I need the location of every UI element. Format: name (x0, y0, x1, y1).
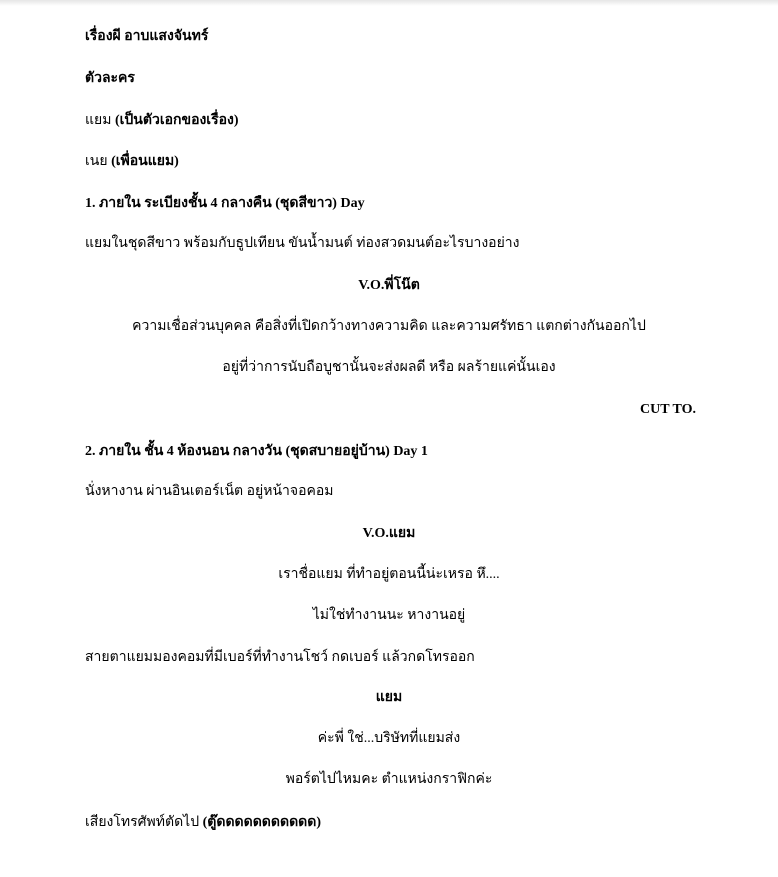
scene-2-action: นั่งหางาน ผ่านอินเตอร์เน็ต อยู่หน้าจอคอม (85, 484, 334, 499)
scene-2-dialogue-line: เราชื่อแยม ที่ทำอยู่ตอนนี้น่ะเหรอ หึ.... (278, 567, 500, 582)
character-note: (เพื่อนแยม) (111, 154, 179, 169)
characters-heading: ตัวละคร (85, 71, 135, 86)
scene-2-action: สายตาแยมมองคอมที่มีเบอร์ที่ทำงานโชว์ กดเบอร์ แล้วกดโทรออก (85, 650, 475, 665)
scene-2-action-sound (85, 814, 321, 832)
scene-1-speaker: V.O.พี่โน๊ต (358, 278, 420, 293)
sound-effect: (ตู๊ดดดดดดดดดดด) (202, 815, 322, 830)
scene-2-dialogue-line: ค่ะพี่ ใช่...บริษัทที่แยมส่ง (317, 731, 461, 746)
character-name: เนย (85, 154, 108, 169)
scene-2-dialogue-line: ไม่ใช่ทำงานนะ หางานอยู่ (312, 608, 466, 623)
document-title: เรื่องผี อาบแสงจันทร์ (85, 29, 209, 44)
scene-2-heading: 2. ภายใน ชั้น 4 ห้องนอน กลางวัน (ชุดสบายอยู่บ้าน) Day 1 (85, 444, 428, 459)
scene-transition: CUT TO. (639, 402, 696, 417)
scene-1-heading: 1. ภายใน ระเบียงชั้น 4 กลางคืน (ชุดสีขาว) Day (85, 196, 365, 211)
character-entry-yam (85, 112, 239, 130)
scene-2-dialogue-line: พอร์ตไปไหมคะ ตำแหน่งกราฟิกค่ะ (285, 772, 493, 787)
scene-2-speaker: V.O.แยม (362, 526, 416, 541)
character-name: แยม (85, 113, 112, 128)
action-text: เสียงโทรศัพท์ตัดไป (85, 815, 200, 830)
character-note: (เป็นตัวเอกของเรื่อง) (114, 113, 239, 128)
scene-1-dialogue-line: ความเชื่อส่วนบุคคล คือสิ่งที่เปิดกว้างทางความคิด และความศรัทธา แตกต่างกันออกไป (132, 319, 646, 334)
scene-1-dialogue-line: อยู่ที่ว่าการนับถือบูชานั้นจะส่งผลดี หรือ ผลร้ายแค่นั้นเอง (222, 360, 556, 375)
character-entry-noey (85, 153, 179, 171)
scene-1-action: แยมในชุดสีขาว พร้อมกับธูปเทียน ขันน้ำมนต์ ท่องสวดมนต์อะไรบางอย่าง (85, 236, 520, 251)
scene-2-speaker: แยม (375, 690, 403, 705)
